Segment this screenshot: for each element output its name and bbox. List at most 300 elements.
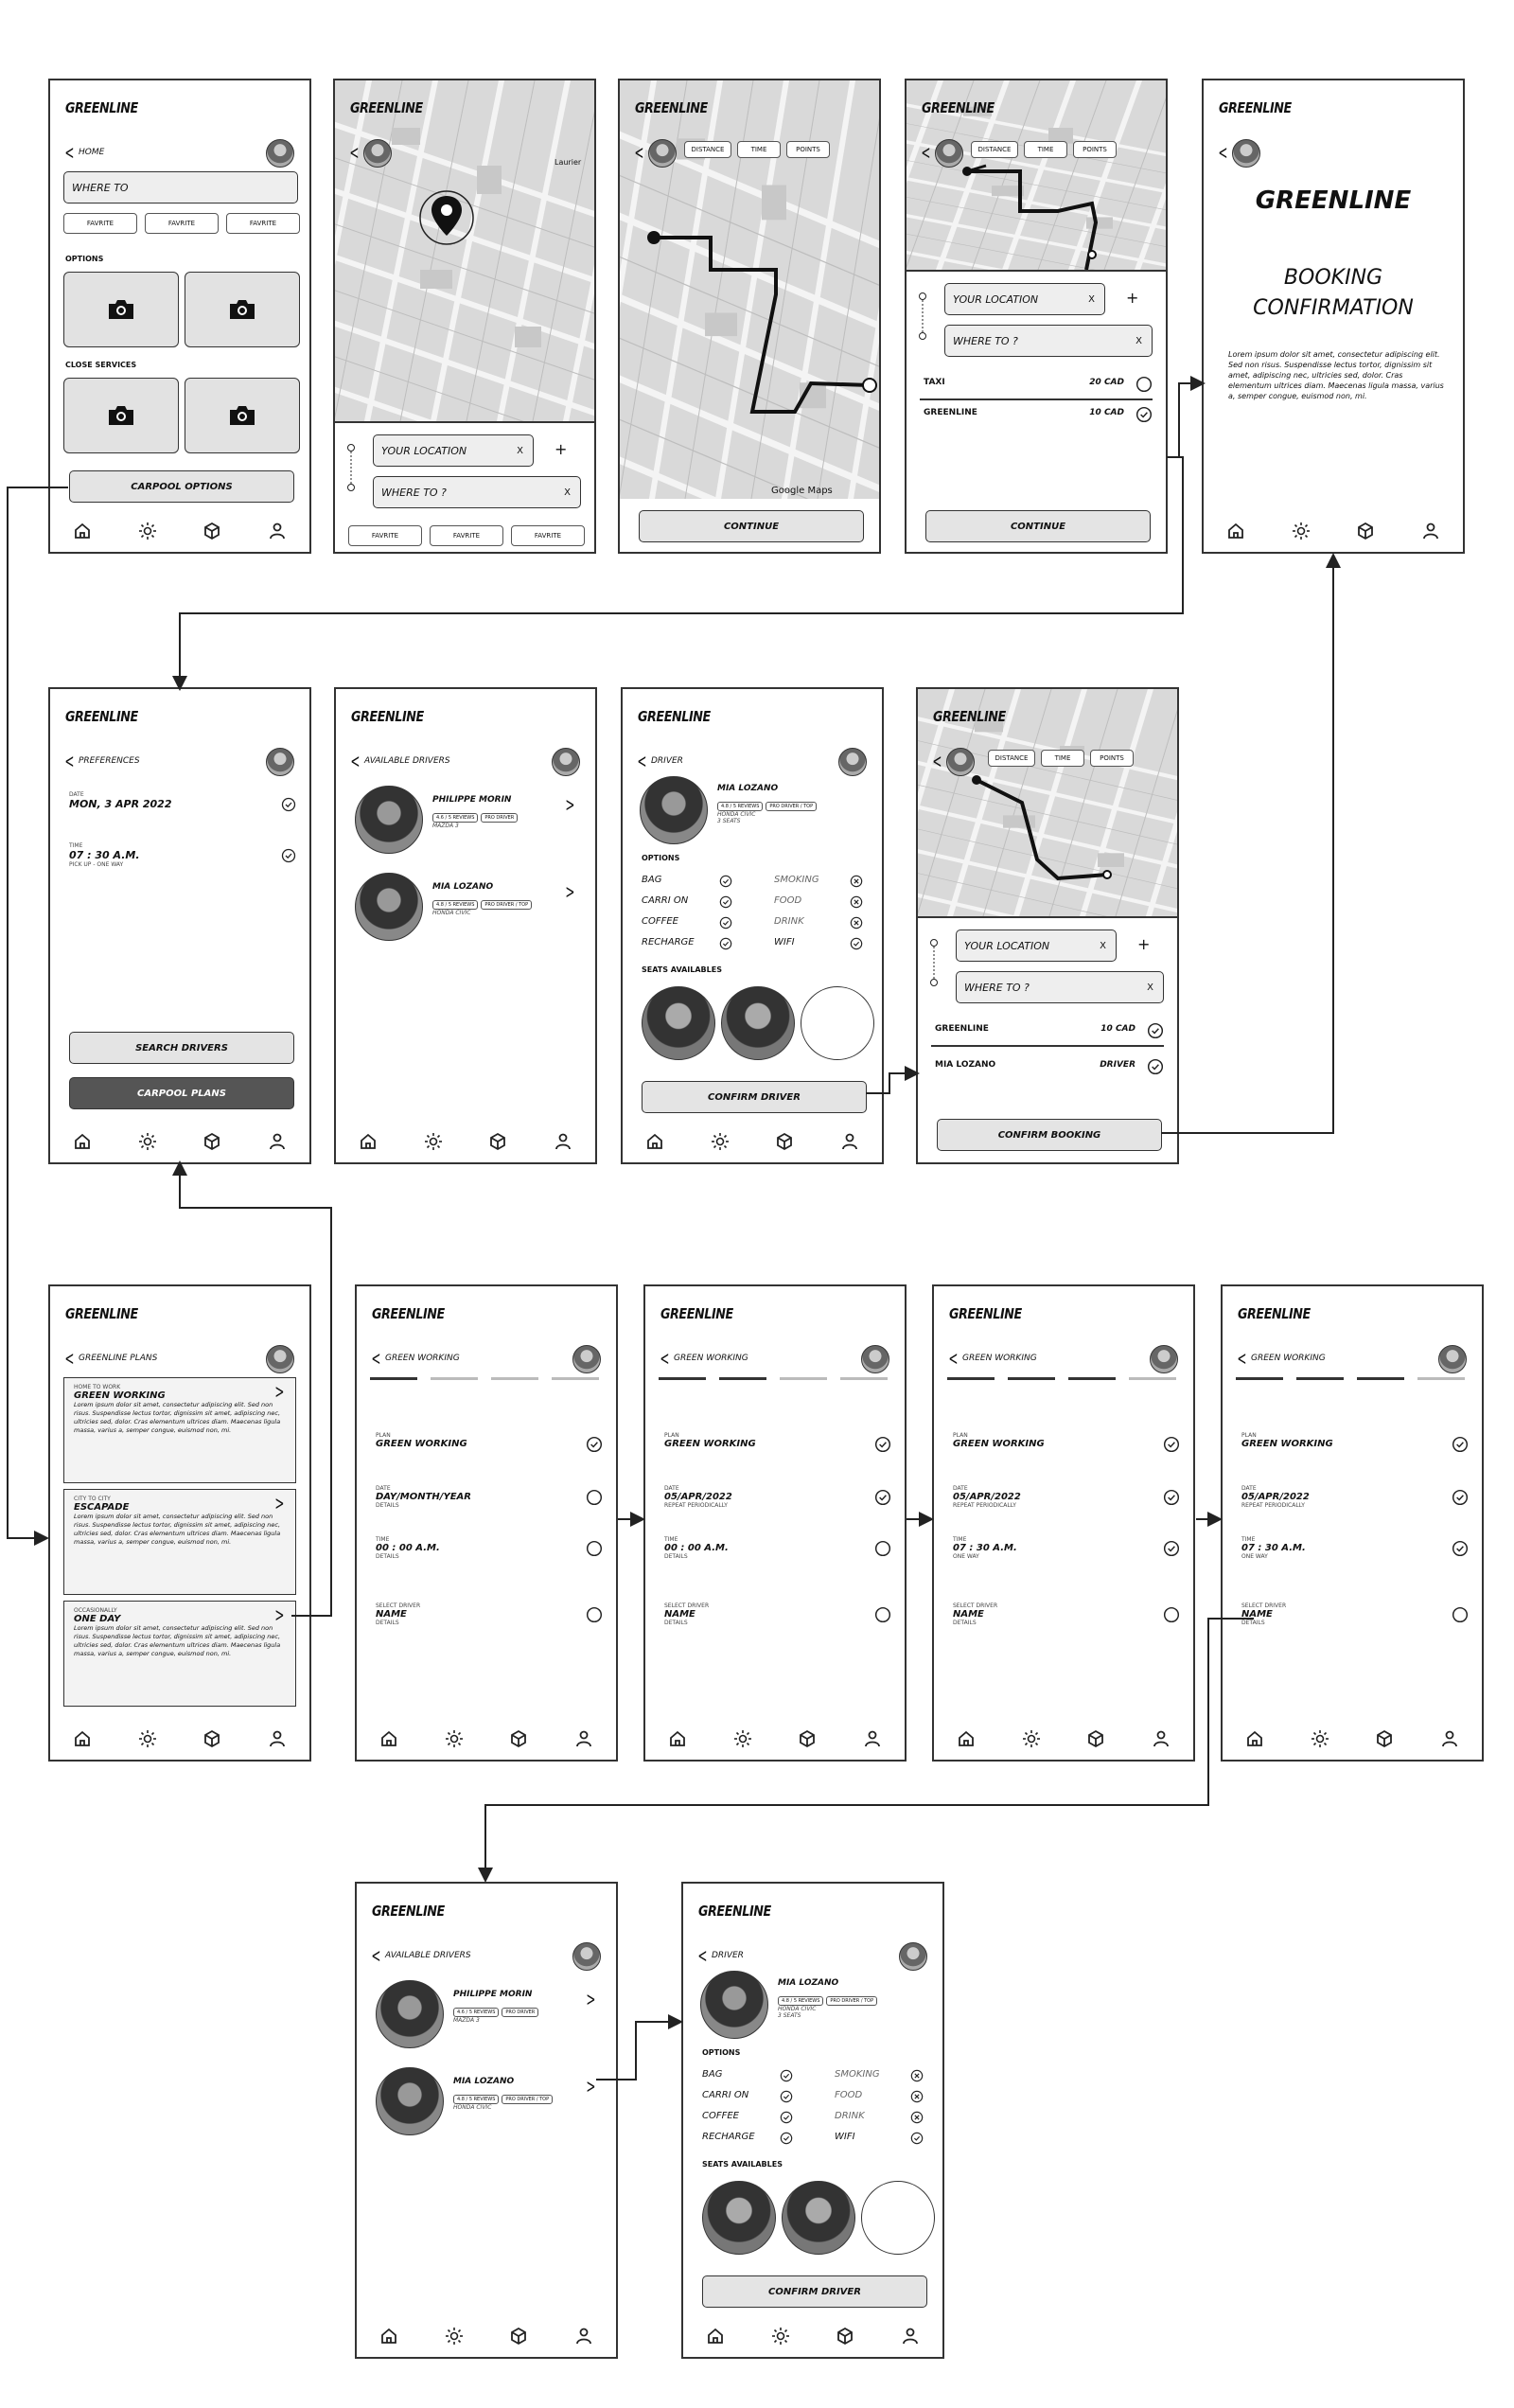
filter-points[interactable]: POINTS <box>786 141 830 158</box>
user-icon[interactable] <box>553 1131 573 1152</box>
add-stop-icon[interactable]: + <box>555 440 568 458</box>
progress-step-1 <box>659 1377 706 1380</box>
your-location-input[interactable] <box>373 434 534 467</box>
home-icon[interactable] <box>667 1728 688 1749</box>
driver-car: MAZDA 3 <box>432 823 459 829</box>
route-dots-icon <box>346 444 356 491</box>
plan-description: Lorem ipsum dolor sit amet, consectetur adipiscing elit. Sed non risus. Suspendisse lectus tortor, dignissim sit amet, adipiscing nec, ultricies sed, dolor. Cras elementum ultrices diam. Maecenas ligula massa, varius a, semper congue, euismod non, mi. <box>74 1513 281 1546</box>
bottom-nav <box>1204 520 1463 542</box>
back-label: DRIVER <box>651 756 683 766</box>
check-icon <box>780 2069 793 2082</box>
time-row[interactable] <box>69 842 296 880</box>
app-logo: GREENLINE <box>660 1305 733 1322</box>
back-label: PREFERENCES <box>79 756 140 766</box>
option-recharge: RECHARGE <box>642 937 695 947</box>
user-icon[interactable] <box>267 1728 288 1749</box>
plan-row[interactable] <box>953 1432 1180 1464</box>
back-chevron-icon[interactable]: < <box>1237 1347 1247 1370</box>
avatar[interactable] <box>946 748 975 776</box>
cube-icon[interactable] <box>487 1131 508 1152</box>
plan-subtitle: HOME TO WORK <box>74 1384 121 1390</box>
connector-confirm-booking-to-confirmation <box>1161 557 1333 1133</box>
back-chevron-icon[interactable]: < <box>697 1944 708 1967</box>
confirm-driver-button[interactable]: CONFIRM DRIVER <box>642 1081 867 1113</box>
filter-distance[interactable]: DISTANCE <box>684 141 731 158</box>
time-label: TIME <box>376 1536 390 1543</box>
cube-icon[interactable] <box>797 1728 818 1749</box>
date-repeat: REPEAT PERIODICALLY <box>953 1502 1016 1509</box>
driver-value: NAME <box>376 1609 407 1620</box>
fare-option-greenline[interactable] <box>924 408 1153 425</box>
user-icon[interactable] <box>1439 1728 1460 1749</box>
driver-details: DETAILS <box>376 1620 399 1626</box>
screen-greenline-plans <box>48 1284 311 1762</box>
carpool-options-button[interactable]: CARPOOL OPTIONS <box>69 470 294 503</box>
driver-name: MIA LOZANO <box>778 1978 839 1988</box>
home-icon[interactable] <box>1225 521 1246 541</box>
add-stop-icon[interactable]: + <box>1137 935 1151 953</box>
plan-subtitle: OCCASIONALLY <box>74 1607 117 1614</box>
driver-label: SELECT DRIVER <box>376 1602 421 1609</box>
filter-time[interactable]: TIME <box>1024 141 1067 158</box>
screen-map-search <box>333 79 596 554</box>
plan-value: GREEN WORKING <box>953 1439 1045 1449</box>
service-tile-1[interactable] <box>63 378 179 453</box>
date-label: DATE <box>953 1485 968 1492</box>
bottom-nav <box>934 1727 1193 1750</box>
bottom-nav <box>357 2325 616 2347</box>
time-row[interactable] <box>376 1536 603 1574</box>
back-label: GREEN WORKING <box>385 1354 460 1363</box>
avatar[interactable] <box>363 139 392 168</box>
add-stop-icon[interactable]: + <box>1126 289 1139 307</box>
avatar[interactable] <box>1232 139 1260 168</box>
clear-icon[interactable]: X <box>564 487 571 498</box>
where-to-input[interactable] <box>944 325 1153 357</box>
plan-card-one-day[interactable] <box>63 1601 296 1707</box>
cube-icon[interactable] <box>1355 521 1376 541</box>
where-to-placeholder: WHERE TO ? <box>953 334 1018 347</box>
bottom-nav <box>50 1130 309 1153</box>
back-chevron-icon[interactable]: < <box>634 141 644 164</box>
filter-distance[interactable]: DISTANCE <box>988 750 1035 767</box>
driver-row[interactable] <box>953 1602 1180 1640</box>
driver-photo <box>355 873 423 941</box>
filter-time[interactable]: TIME <box>1041 750 1084 767</box>
x-circle-icon <box>850 875 863 888</box>
chevron-right-icon[interactable]: > <box>586 1988 596 2010</box>
avatar[interactable] <box>1438 1345 1467 1373</box>
options-label: OPTIONS <box>702 2048 741 2057</box>
option-bag: BAG <box>642 875 662 885</box>
home-icon[interactable] <box>72 1131 93 1152</box>
your-location-input[interactable] <box>956 930 1117 962</box>
home-icon[interactable] <box>644 1131 665 1152</box>
sun-icon[interactable] <box>137 1728 158 1749</box>
user-icon[interactable] <box>1420 521 1441 541</box>
sun-icon[interactable] <box>732 1728 753 1749</box>
home-icon[interactable] <box>72 1728 93 1749</box>
favorite-chip-3[interactable]: FAVRITE <box>511 525 585 546</box>
seat-available[interactable] <box>801 986 874 1060</box>
user-icon[interactable] <box>573 1728 594 1749</box>
avatar[interactable] <box>266 748 294 776</box>
progress-step-2 <box>1296 1377 1344 1380</box>
driver-tag: 4.6 / 5 REVIEWS <box>432 813 478 823</box>
where-to-placeholder: WHERE TO <box>72 181 129 194</box>
carpool-plans-button[interactable]: CARPOOL PLANS <box>69 1077 294 1109</box>
cube-icon[interactable] <box>1374 1728 1395 1749</box>
search-drivers-button[interactable]: SEARCH DRIVERS <box>69 1032 294 1064</box>
time-label: TIME <box>664 1536 678 1543</box>
camera-icon <box>107 404 135 427</box>
sun-icon[interactable] <box>444 2326 465 2346</box>
filter-points[interactable]: POINTS <box>1090 750 1134 767</box>
service-tile-2[interactable] <box>185 378 300 453</box>
sun-icon[interactable] <box>137 521 158 541</box>
driver-card-philippe[interactable] <box>355 786 578 861</box>
user-icon[interactable] <box>267 521 288 541</box>
date-row[interactable] <box>953 1485 1180 1523</box>
confirm-booking-button[interactable]: CONFIRM BOOKING <box>937 1119 1162 1151</box>
option-smoking: SMOKING <box>835 2069 880 2080</box>
back-chevron-icon[interactable]: < <box>64 750 75 772</box>
avatar[interactable] <box>266 1345 294 1373</box>
app-logo: GREENLINE <box>351 708 424 725</box>
plan-title: ESCAPADE <box>74 1502 130 1513</box>
driver-car: MAZDA 3 <box>453 2017 480 2024</box>
clear-icon[interactable]: X <box>1088 293 1095 305</box>
progress-step-4 <box>840 1377 888 1380</box>
driver-tag: PRO DRIVER / TOP <box>502 2095 553 2104</box>
chevron-right-icon[interactable]: > <box>565 880 575 903</box>
driver-tag: PRO DRIVER / TOP <box>826 1996 877 2006</box>
x-circle-icon <box>910 2111 924 2124</box>
screen-confirm-booking <box>916 687 1179 1164</box>
driver-name: PHILIPPE MORIN <box>453 1990 533 1999</box>
chevron-right-icon[interactable]: > <box>274 1492 285 1514</box>
time-row[interactable] <box>1241 1536 1469 1574</box>
progress-step-3 <box>491 1377 538 1380</box>
sun-icon[interactable] <box>444 1728 465 1749</box>
back-chevron-icon[interactable]: < <box>921 141 931 164</box>
seats-available-label: SEATS AVAILABLES <box>642 965 722 974</box>
driver-photo <box>376 2067 444 2135</box>
avatar[interactable] <box>1150 1345 1178 1373</box>
cube-icon[interactable] <box>835 2326 855 2346</box>
radio-empty-icon <box>1136 376 1153 393</box>
sun-icon[interactable] <box>1021 1728 1042 1749</box>
favorite-chip-1[interactable]: FAVRITE <box>63 213 137 234</box>
check-icon <box>910 2132 924 2145</box>
check-icon <box>1136 406 1153 423</box>
clear-icon[interactable]: X <box>1136 335 1142 346</box>
sun-icon[interactable] <box>1291 521 1312 541</box>
camera-icon <box>107 298 135 321</box>
seat-occupied-1 <box>642 986 715 1060</box>
home-icon[interactable] <box>705 2326 726 2346</box>
home-icon[interactable] <box>1244 1728 1265 1749</box>
option-tile-2[interactable] <box>185 272 300 347</box>
home-icon[interactable] <box>72 521 93 541</box>
driver-label: SELECT DRIVER <box>664 1602 710 1609</box>
time-details: DETAILS <box>664 1553 688 1560</box>
cube-icon[interactable] <box>508 1728 529 1749</box>
seat-occupied-1 <box>702 2181 776 2255</box>
date-label: DATE <box>664 1485 679 1492</box>
continue-button[interactable]: CONTINUE <box>639 510 864 542</box>
radio-empty-icon <box>1163 1606 1180 1623</box>
app-logo: GREENLINE <box>635 99 708 116</box>
clear-icon[interactable]: X <box>1147 982 1153 993</box>
option-carry-on: CARRI ON <box>702 2090 749 2100</box>
bottom-nav <box>50 1727 309 1750</box>
progress-step-2 <box>719 1377 766 1380</box>
driver-value: NAME <box>1241 1609 1273 1620</box>
time-row[interactable] <box>953 1536 1180 1574</box>
filter-time[interactable]: TIME <box>737 141 781 158</box>
driver-name: MIA LOZANO <box>935 1060 996 1070</box>
option-drink: DRINK <box>774 916 804 927</box>
clear-icon[interactable]: X <box>1100 940 1106 951</box>
favorite-chip-2[interactable]: FAVRITE <box>430 525 503 546</box>
avatar[interactable] <box>838 748 867 776</box>
back-chevron-icon[interactable]: < <box>932 750 942 772</box>
driver-tag: PRO DRIVER <box>481 813 518 823</box>
continue-button[interactable]: CONTINUE <box>925 510 1151 542</box>
time-row[interactable] <box>664 1536 891 1574</box>
check-icon <box>1147 1058 1164 1075</box>
driver-label: DRIVER <box>1100 1060 1136 1070</box>
date-repeat: REPEAT PERIODICALLY <box>1241 1502 1305 1509</box>
avatar[interactable] <box>572 1345 601 1373</box>
option-tile-1[interactable] <box>63 272 179 347</box>
plan-row[interactable] <box>664 1432 891 1464</box>
sun-icon[interactable] <box>1310 1728 1330 1749</box>
favorite-chip-2[interactable]: FAVRITE <box>145 213 219 234</box>
where-to-input[interactable] <box>956 971 1164 1003</box>
check-icon <box>1163 1489 1180 1506</box>
check-icon <box>1163 1540 1180 1557</box>
back-label: DRIVER <box>712 1951 744 1960</box>
cube-icon[interactable] <box>202 1131 222 1152</box>
where-to-input[interactable] <box>63 171 298 204</box>
sun-icon[interactable] <box>137 1131 158 1152</box>
radio-empty-icon <box>586 1606 603 1623</box>
bottom-nav <box>336 1130 595 1153</box>
user-icon[interactable] <box>1151 1728 1171 1749</box>
back-chevron-icon[interactable]: < <box>64 1347 75 1370</box>
time-label: TIME <box>69 842 83 849</box>
back-chevron-icon[interactable]: < <box>1218 141 1228 164</box>
chevron-right-icon[interactable]: > <box>274 1380 285 1403</box>
avatar[interactable] <box>935 139 963 168</box>
radio-empty-icon <box>1452 1606 1469 1623</box>
selected-driver-row[interactable] <box>935 1060 1164 1077</box>
cube-icon[interactable] <box>1085 1728 1106 1749</box>
user-icon[interactable] <box>900 2326 921 2346</box>
screen-booking-confirmation <box>1202 79 1465 554</box>
avatar[interactable] <box>861 1345 889 1373</box>
booking-title: BOOKING <box>1283 266 1383 290</box>
fare-name: GREENLINE <box>924 408 977 417</box>
back-chevron-icon[interactable]: < <box>371 1944 381 1967</box>
favorite-chip-1[interactable]: FAVRITE <box>348 525 422 546</box>
options-label: OPTIONS <box>65 255 104 263</box>
screen-route-map <box>618 79 881 554</box>
date-row[interactable] <box>1241 1485 1469 1523</box>
plan-label: PLAN <box>664 1432 679 1439</box>
driver-row[interactable] <box>1241 1602 1469 1640</box>
driver-value: NAME <box>953 1609 984 1620</box>
cube-icon[interactable] <box>202 521 222 541</box>
screen-green-working-step-4 <box>1221 1284 1484 1762</box>
option-wifi: WIFI <box>774 937 795 947</box>
plan-card-green-working[interactable] <box>63 1377 296 1483</box>
back-chevron-icon[interactable]: < <box>350 750 361 772</box>
back-label: AVAILABLE DRIVERS <box>385 1951 471 1960</box>
progress-step-4 <box>552 1377 599 1380</box>
home-icon[interactable] <box>378 2326 399 2346</box>
favorite-chip-3[interactable]: FAVRITE <box>226 213 300 234</box>
user-icon[interactable] <box>862 1728 883 1749</box>
progress-step-3 <box>1068 1377 1116 1380</box>
driver-details: DETAILS <box>664 1620 688 1626</box>
route-dots-icon <box>918 292 927 340</box>
cube-icon[interactable] <box>202 1728 222 1749</box>
avatar[interactable] <box>266 139 294 168</box>
fare-name: GREENLINE <box>935 1024 989 1034</box>
back-chevron-icon[interactable]: < <box>349 141 360 164</box>
screen-driver-detail-2 <box>681 1882 944 2359</box>
filter-points[interactable]: POINTS <box>1073 141 1117 158</box>
driver-car: HONDA CIVIC <box>717 811 756 818</box>
date-value: 05/APR/2022 <box>664 1492 732 1502</box>
seat-available[interactable] <box>861 2181 935 2255</box>
app-logo: GREENLINE <box>638 708 711 725</box>
progress-step-1 <box>947 1377 995 1380</box>
plan-description: Lorem ipsum dolor sit amet, consectetur adipiscing elit. Sed non risus. Suspendisse lectus tortor, dignissim sit amet, adipiscing nec, ultricies sed, dolor. Cras elementum ultrices diam. Maecenas ligula massa, varius a, semper congue, euismod non, mi. <box>74 1401 281 1434</box>
check-icon <box>780 2090 793 2103</box>
back-chevron-icon[interactable]: < <box>660 1347 670 1370</box>
driver-name: MIA LOZANO <box>717 784 779 793</box>
confirmation-title: CONFIRMATION <box>1253 296 1414 320</box>
clear-icon[interactable]: X <box>517 445 523 456</box>
hero-title: GREENLINE <box>1255 186 1412 215</box>
plan-value: GREEN WORKING <box>376 1439 467 1449</box>
your-location-input[interactable] <box>944 283 1105 315</box>
avatar[interactable] <box>648 139 677 168</box>
driver-card-mia[interactable] <box>376 2067 599 2143</box>
back-chevron-icon[interactable]: < <box>948 1347 959 1370</box>
home-icon[interactable] <box>358 1131 378 1152</box>
back-chevron-icon[interactable]: < <box>371 1347 381 1370</box>
avatar[interactable] <box>899 1942 927 1971</box>
driver-row[interactable] <box>376 1602 603 1640</box>
screen-green-working-step-1 <box>355 1284 618 1762</box>
chevron-right-icon[interactable]: > <box>586 2075 596 2098</box>
bottom-nav <box>645 1727 905 1750</box>
sun-icon[interactable] <box>423 1131 444 1152</box>
option-bag: BAG <box>702 2069 723 2080</box>
location-value: YOUR LOCATION <box>964 939 1050 952</box>
camera-icon <box>228 298 256 321</box>
driver-row[interactable] <box>664 1602 891 1640</box>
driver-car: HONDA CIVIC <box>453 2104 492 2111</box>
back-label: GREEN WORKING <box>962 1354 1037 1363</box>
plan-title: GREEN WORKING <box>74 1390 166 1401</box>
option-recharge: RECHARGE <box>702 2132 755 2142</box>
time-details: DETAILS <box>376 1553 399 1560</box>
back-chevron-icon[interactable]: < <box>637 750 647 772</box>
avatar[interactable] <box>552 748 580 776</box>
check-icon <box>780 2132 793 2145</box>
driver-details: DETAILS <box>1241 1620 1265 1626</box>
back-label: GREEN WORKING <box>1251 1354 1326 1363</box>
filter-distance[interactable]: DISTANCE <box>971 141 1018 158</box>
driver-value: NAME <box>664 1609 695 1620</box>
user-icon[interactable] <box>573 2326 594 2346</box>
confirm-driver-button[interactable]: CONFIRM DRIVER <box>702 2275 927 2308</box>
driver-name: PHILIPPE MORIN <box>432 795 512 805</box>
sun-icon[interactable] <box>770 2326 791 2346</box>
time-value: 00 : 00 A.M. <box>376 1543 440 1553</box>
check-icon <box>780 2111 793 2124</box>
plan-card-escapade[interactable] <box>63 1489 296 1595</box>
avatar[interactable] <box>572 1942 601 1971</box>
back-chevron-icon[interactable]: < <box>64 141 75 164</box>
where-to-input[interactable] <box>373 476 581 508</box>
progress-step-2 <box>1008 1377 1055 1380</box>
driver-card-philippe[interactable] <box>376 1980 599 2056</box>
user-icon[interactable] <box>267 1131 288 1152</box>
date-label: DATE <box>69 791 84 798</box>
date-row[interactable] <box>664 1485 891 1523</box>
user-icon[interactable] <box>839 1131 860 1152</box>
date-row[interactable] <box>376 1485 603 1523</box>
chevron-right-icon[interactable]: > <box>274 1603 285 1626</box>
sun-icon[interactable] <box>710 1131 731 1152</box>
bottom-nav <box>683 2325 942 2347</box>
fare-option-taxi[interactable] <box>924 378 1153 395</box>
date-row[interactable] <box>69 791 296 829</box>
plan-label: PLAN <box>953 1432 968 1439</box>
cube-icon[interactable] <box>508 2326 529 2346</box>
check-icon <box>1163 1436 1180 1453</box>
date-details: DETAILS <box>376 1502 399 1509</box>
map-view[interactable] <box>335 80 594 421</box>
fare-option-greenline[interactable] <box>935 1024 1164 1041</box>
plan-row[interactable] <box>1241 1432 1469 1464</box>
check-icon <box>719 937 732 950</box>
back-label: AVAILABLE DRIVERS <box>364 756 450 766</box>
driver-photo <box>376 1980 444 2048</box>
radio-empty-icon <box>874 1540 891 1557</box>
check-icon <box>1452 1436 1469 1453</box>
plan-row[interactable] <box>376 1432 603 1464</box>
chevron-right-icon[interactable]: > <box>565 793 575 816</box>
plan-label: PLAN <box>1241 1432 1257 1439</box>
bottom-nav <box>50 520 309 542</box>
home-icon[interactable] <box>378 1728 399 1749</box>
app-logo: GREENLINE <box>933 708 1006 725</box>
screen-available-drivers <box>334 687 597 1164</box>
home-icon[interactable] <box>956 1728 977 1749</box>
driver-tag: 4.8 / 5 REVIEWS <box>778 1996 823 2006</box>
screen-preferences <box>48 687 311 1164</box>
driver-card-mia[interactable] <box>355 873 578 948</box>
cube-icon[interactable] <box>774 1131 795 1152</box>
